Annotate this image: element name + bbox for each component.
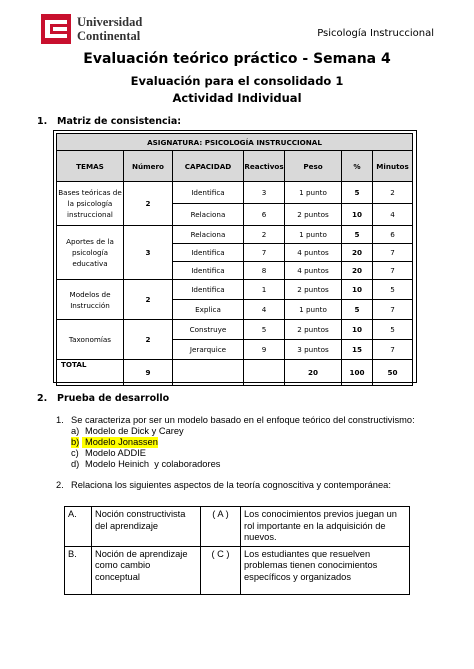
reactivos-cell: 7 (244, 244, 285, 262)
minutos-cell: 6 (373, 226, 413, 244)
logo-line-2: Continental (77, 29, 141, 43)
table-row (65, 546, 410, 594)
pct-cell: 20 (342, 244, 373, 262)
relation-right: Los conocimientos previos juegan un rol importante en la adquisición de nuevos. (241, 507, 410, 547)
table-row (57, 280, 413, 300)
pct-cell: 10 (342, 204, 373, 226)
total-pct: 100 (342, 360, 373, 386)
tema-cell: Taxonomías (57, 320, 124, 360)
question-1-number: 1. (56, 415, 64, 425)
option-d-text: Modelo Heinich y colaboradores (85, 459, 221, 469)
consistency-matrix (56, 133, 413, 386)
total-reactivos-empty (244, 360, 285, 386)
option-c-letter: c) (71, 448, 79, 458)
capacidad-cell: Jerarquice (173, 340, 244, 360)
table-row (57, 182, 413, 204)
page-title: Evaluación teórico práctico - Semana 4 (83, 51, 391, 67)
university-logo (41, 14, 171, 44)
option-a-text: Modelo de Dick y Carey (85, 426, 184, 436)
relation-letter: A. (65, 507, 92, 547)
logo-line-1: Universidad (77, 15, 143, 29)
reactivos-cell: 1 (244, 280, 285, 300)
minutos-cell: 7 (373, 340, 413, 360)
capacidad-cell: Identifica (173, 280, 244, 300)
section-1-number: 1. (37, 116, 48, 127)
relation-left: Noción de aprendizaje como cambio conceptual (92, 546, 201, 594)
relation-answer[interactable]: ( C ) (201, 546, 241, 594)
capacidad-cell: Identifica (173, 262, 244, 280)
numero-cell: 2 (124, 280, 173, 320)
reactivos-cell: 4 (244, 300, 285, 320)
pct-cell: 5 (342, 182, 373, 204)
question-2-text: Relaciona los siguientes aspectos de la teoría cognoscitiva y contemporánea: (71, 480, 391, 490)
question-1-text: Se caracteriza por ser un modelo basado en el enfoque teórico del constructivismo: (71, 415, 415, 425)
total-minutos: 50 (373, 360, 413, 386)
col-header-pct: % (342, 151, 373, 182)
option-a-letter: a) (71, 426, 80, 436)
option-c[interactable] (56, 448, 456, 459)
asignatura-header: ASIGNATURA: PSICOLOGÍA INSTRUCCIONAL (57, 134, 413, 151)
course-header-label: Psicología Instruccional (317, 28, 434, 39)
capacidad-cell: Relaciona (173, 204, 244, 226)
table-row (65, 507, 410, 547)
minutos-cell: 4 (373, 204, 413, 226)
total-peso: 20 (285, 360, 342, 386)
capacidad-cell: Explica (173, 300, 244, 320)
relation-table (64, 506, 410, 595)
minutos-cell: 7 (373, 244, 413, 262)
peso-cell: 4 puntos (285, 262, 342, 280)
option-d-letter: d) (71, 459, 80, 469)
reactivos-cell: 9 (244, 340, 285, 360)
option-c-text: Modelo ADDIE (85, 448, 146, 458)
relation-answer[interactable]: ( A ) (201, 507, 241, 547)
relation-left: Noción constructivista del aprendizaje (92, 507, 201, 547)
total-capacidad-empty (173, 360, 244, 386)
relation-right: Los estudiantes que resuelven problemas tienen conocimientos específicos y organizados (241, 546, 410, 594)
peso-cell: 2 puntos (285, 280, 342, 300)
option-b[interactable] (56, 437, 456, 448)
minutos-cell: 2 (373, 182, 413, 204)
tema-cell: Modelos de Instrucción (57, 280, 124, 320)
col-header-capacidad: CAPACIDAD (173, 151, 244, 182)
table-row (57, 226, 413, 244)
peso-cell: 1 punto (285, 182, 342, 204)
reactivos-cell: 8 (244, 262, 285, 280)
peso-cell: 2 puntos (285, 320, 342, 340)
capacidad-cell: Relaciona (173, 226, 244, 244)
numero-cell: 3 (124, 226, 173, 280)
section-2-number: 2. (37, 393, 48, 404)
pct-cell: 10 (342, 280, 373, 300)
capacidad-cell: Identifica (173, 244, 244, 262)
reactivos-cell: 6 (244, 204, 285, 226)
peso-cell: 1 punto (285, 300, 342, 320)
question-2 (56, 480, 456, 491)
reactivos-cell: 5 (244, 320, 285, 340)
pct-cell: 10 (342, 320, 373, 340)
peso-cell: 1 punto (285, 226, 342, 244)
section-2-label: Prueba de desarrollo (57, 393, 170, 404)
section-1-label: Matriz de consistencia: (57, 116, 182, 127)
peso-cell: 3 puntos (285, 340, 342, 360)
peso-cell: 4 puntos (285, 244, 342, 262)
option-b-text: Modelo Jonassen (82, 437, 158, 448)
peso-cell: 2 puntos (285, 204, 342, 226)
tema-cell: Bases teóricas de la psicología instruccional (57, 182, 124, 226)
question-1 (56, 415, 456, 470)
table-row (57, 320, 413, 340)
page-subtitle-1: Evaluación para el consolidado 1 (130, 74, 344, 88)
pct-cell: 15 (342, 340, 373, 360)
logo-mark-icon (41, 14, 71, 44)
option-a[interactable] (56, 426, 456, 437)
pct-cell: 5 (342, 300, 373, 320)
relation-letter: B. (65, 546, 92, 594)
minutos-cell: 5 (373, 320, 413, 340)
capacidad-cell: Identifica (173, 182, 244, 204)
col-header-temas: TEMAS (57, 151, 124, 182)
numero-cell: 2 (124, 182, 173, 226)
tema-cell: Aportes de la psicología educativa (57, 226, 124, 280)
page-subtitle-2: Actividad Individual (172, 91, 302, 105)
minutos-cell: 7 (373, 300, 413, 320)
numero-cell: 2 (124, 320, 173, 360)
reactivos-cell: 2 (244, 226, 285, 244)
minutos-cell: 7 (373, 262, 413, 280)
question-2-number: 2. (56, 480, 64, 490)
pct-cell: 5 (342, 226, 373, 244)
reactivos-cell: 3 (244, 182, 285, 204)
total-label: TOTAL (57, 360, 124, 386)
col-header-peso: Peso (285, 151, 342, 182)
col-header-numero: Número (124, 151, 173, 182)
total-row (57, 360, 413, 386)
minutos-cell: 5 (373, 280, 413, 300)
col-header-reactivos: Reactivos (244, 151, 285, 182)
option-b-letter: b) (71, 437, 80, 447)
total-numero: 9 (124, 360, 173, 386)
col-header-minutos: Minutos (373, 151, 413, 182)
pct-cell: 20 (342, 262, 373, 280)
capacidad-cell: Construye (173, 320, 244, 340)
option-d[interactable] (56, 459, 456, 470)
